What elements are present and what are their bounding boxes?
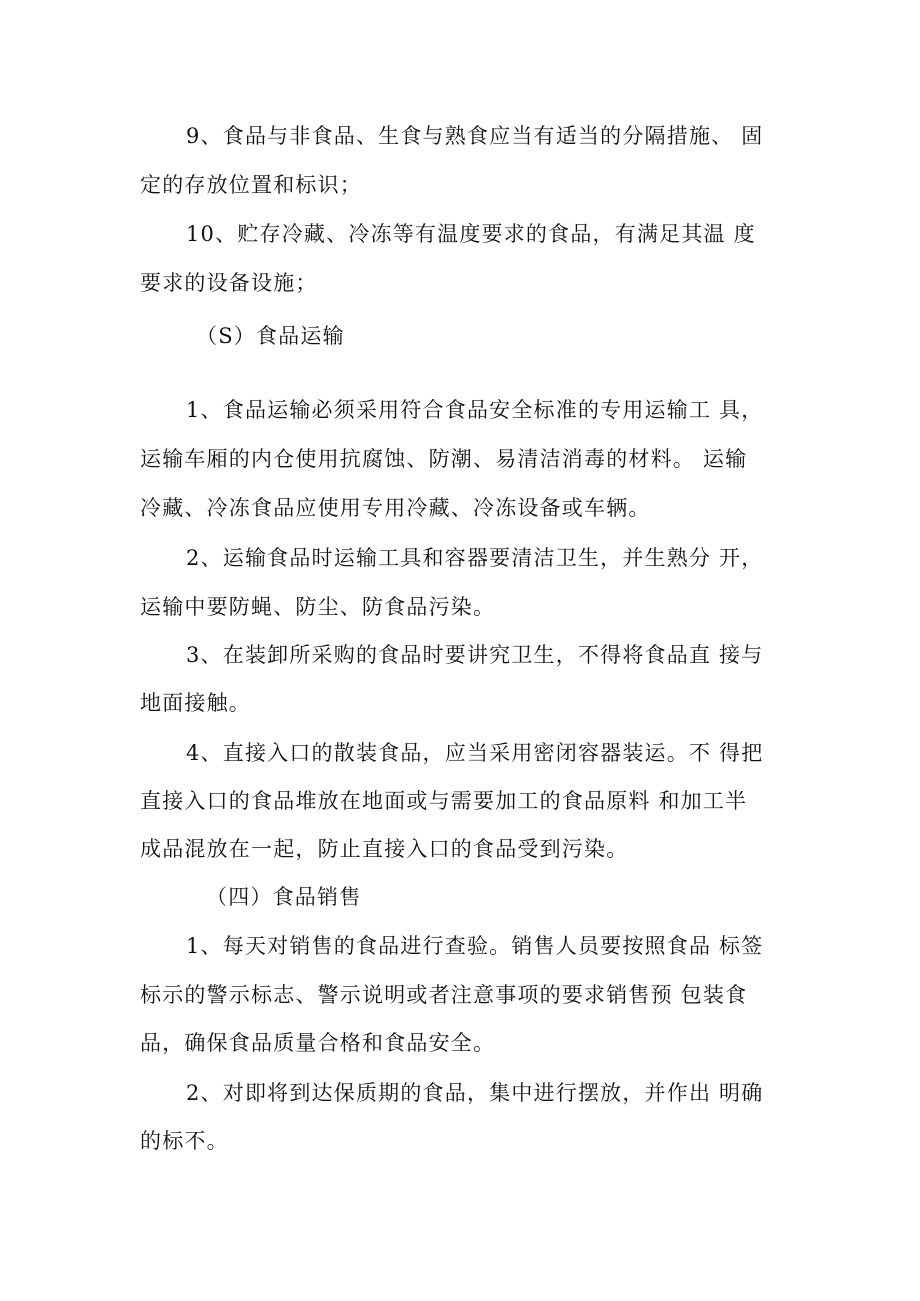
paragraph-line: 冷藏、冷冻食品应使用专用冷藏、冷冻设备或车辆。	[140, 496, 651, 520]
section-heading: （S）食品运输	[196, 324, 345, 348]
paragraph-line: 品，确保食品质量合格和食品安全。	[140, 1031, 496, 1055]
paragraph-line: 1、每天对销售的食品进行查验。销售人员要按照食品 标签	[186, 934, 764, 958]
paragraph-line: 2、对即将到达保质期的食品，集中进行摆放，并作出 明确	[186, 1081, 764, 1105]
paragraph-line: 定的存放位置和标识；	[140, 173, 362, 197]
paragraph-line: 要求的设备设施；	[140, 271, 318, 295]
paragraph-line: 运输中要防蝇、防尘、防食品污染。	[140, 595, 496, 619]
paragraph-line: 成品混放在一起，防止直接入口的食品受到污染。	[140, 837, 629, 861]
paragraph-line: 9、食品与非食品、生食与熟食应当有适当的分隔措施、 固	[186, 124, 764, 148]
paragraph-line: 4、直接入口的散装食品，应当采用密闭容器装运。不 得把	[186, 741, 764, 765]
paragraph-line: 直接入口的食品堆放在地面或与需要加工的食品原料 和加工半	[140, 789, 748, 813]
paragraph-line: 1、食品运输必须采用符合食品安全标准的专用运输工 具，	[186, 398, 764, 422]
paragraph-line: 运输车厢的内仓使用抗腐蚀、防潮、易清洁消毒的材料。 运输	[140, 447, 748, 471]
paragraph-line: 的标不。	[140, 1129, 229, 1153]
paragraph-line: 标示的警示标志、警示说明或者注意事项的要求销售预 包装食	[140, 983, 748, 1007]
paragraph-line: 地面接触。	[140, 691, 251, 715]
paragraph-line: 3、在装卸所采购的食品时要讲究卫生，不得将食品直 接与	[186, 643, 764, 667]
paragraph-line: 2、运输食品时运输工具和容器要清洁卫生，并生熟分 开，	[186, 546, 764, 570]
paragraph-line: 10、贮存冷藏、冷冻等有温度要求的食品，有满足其温 度	[186, 222, 756, 246]
section-heading: （四）食品销售	[206, 885, 362, 909]
